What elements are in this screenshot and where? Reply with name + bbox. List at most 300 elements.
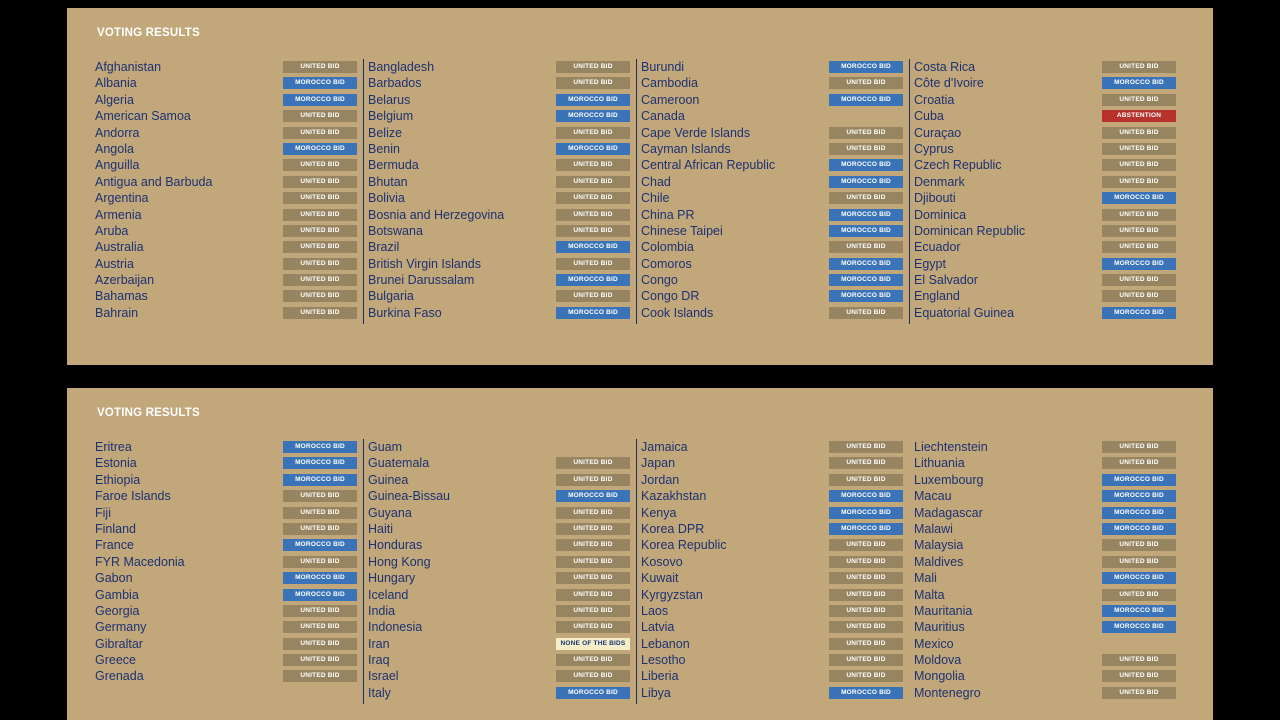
vote-row: [641, 521, 903, 537]
country-name: Iran: [368, 636, 390, 651]
vote-row: [368, 587, 630, 603]
vote-row: [641, 239, 903, 255]
vote-row: [914, 554, 1176, 570]
vote-badge: UNITED BID: [1102, 556, 1176, 568]
vote-row: [914, 472, 1176, 488]
country-name: Mauritius: [914, 620, 965, 635]
country-name: Montenegro: [914, 685, 981, 700]
country-name: Madagascar: [914, 505, 983, 520]
vote-row: [95, 223, 357, 239]
country-name: Kenya: [641, 505, 677, 520]
vote-row: [914, 587, 1176, 603]
vote-row: [914, 223, 1176, 239]
vote-row: [641, 652, 903, 668]
country-name: Bulgaria: [368, 289, 414, 304]
vote-badge: ABSTENTION: [1102, 110, 1176, 122]
country-name: Macau: [914, 489, 952, 504]
vote-row: [641, 488, 903, 504]
country-name: Cyprus: [914, 141, 954, 156]
country-name: Costa Rica: [914, 60, 976, 74]
vote-badge: UNITED BID: [556, 127, 630, 139]
vote-row: [368, 554, 630, 570]
vote-badge: UNITED BID: [829, 474, 903, 486]
vote-badge: MOROCCO BID: [556, 687, 630, 699]
country-name: Cambodia: [641, 76, 698, 91]
vote-badge: MOROCCO BID: [283, 539, 357, 551]
vote-row: [914, 603, 1176, 619]
vote-badge: UNITED BID: [556, 572, 630, 584]
vote-badge: MOROCCO BID: [829, 274, 903, 286]
country-name: Mongolia: [914, 669, 965, 684]
vote-badge: UNITED BID: [1102, 127, 1176, 139]
country-name: Belgium: [368, 109, 414, 124]
vote-row: [95, 288, 357, 304]
vote-badge: MOROCCO BID: [829, 176, 903, 188]
vote-badge: MOROCCO BID: [283, 589, 357, 601]
vote-badge: MOROCCO BID: [283, 457, 357, 469]
vote-row: [914, 239, 1176, 255]
country-name: Curaçao: [914, 125, 962, 140]
vote-row: [95, 488, 357, 504]
vote-badge: MOROCCO BID: [829, 209, 903, 221]
vote-row: [368, 108, 630, 124]
country-name: Kosovo: [641, 554, 683, 569]
country-name: Anguilla: [95, 158, 140, 173]
vote-row: [368, 272, 630, 288]
country-column: [641, 59, 903, 321]
country-name: Lesotho: [641, 653, 686, 668]
vote-badge: UNITED BID: [556, 209, 630, 221]
country-name: Gambia: [95, 587, 139, 602]
vote-badge: MOROCCO BID: [556, 143, 630, 155]
country-name: Lithuania: [914, 456, 965, 471]
vote-badge: MOROCCO BID: [829, 258, 903, 270]
vote-badge: MOROCCO BID: [1102, 605, 1176, 617]
vote-badge: MOROCCO BID: [283, 441, 357, 453]
vote-row: [368, 223, 630, 239]
vote-badge: MOROCCO BID: [1102, 307, 1176, 319]
vote-row: [368, 59, 630, 75]
country-name: Lebanon: [641, 636, 690, 651]
vote-row: [368, 570, 630, 586]
vote-row: [95, 439, 357, 455]
country-name: Cape Verde Islands: [641, 125, 751, 140]
vote-badge: UNITED BID: [283, 110, 357, 122]
vote-badge: UNITED BID: [283, 638, 357, 650]
vote-row: [641, 272, 903, 288]
vote-badge: MOROCCO BID: [283, 94, 357, 106]
country-name: Central African Republic: [641, 158, 776, 173]
panel-title: VOTING RESULTS: [97, 27, 200, 39]
vote-badge: MOROCCO BID: [829, 225, 903, 237]
vote-row: [914, 455, 1176, 471]
country-name: Belarus: [368, 92, 411, 107]
country-name: Estonia: [95, 456, 137, 471]
vote-row: [95, 75, 357, 91]
country-name: Bosnia and Herzegovina: [368, 207, 505, 222]
country-name: Kazakhstan: [641, 489, 707, 504]
vote-badge: UNITED BID: [283, 258, 357, 270]
vote-row: [95, 108, 357, 124]
country-name: Libya: [641, 685, 671, 700]
country-name: Côte d'Ivoire: [914, 76, 984, 91]
vote-row: [641, 75, 903, 91]
country-name: Greece: [95, 653, 136, 668]
vote-badge: UNITED BID: [556, 457, 630, 469]
vote-badge: NONE OF THE BIDS: [556, 638, 630, 650]
vote-badge: MOROCCO BID: [829, 490, 903, 502]
country-column: [914, 439, 1176, 701]
vote-row: [95, 537, 357, 553]
vote-badge: UNITED BID: [1102, 159, 1176, 171]
vote-badge: UNITED BID: [829, 589, 903, 601]
vote-row: [641, 125, 903, 141]
vote-badge: MOROCCO BID: [283, 77, 357, 89]
vote-badge: UNITED BID: [556, 192, 630, 204]
vote-row: [368, 92, 630, 108]
country-name: Antigua and Barbuda: [95, 174, 213, 189]
vote-badge: UNITED BID: [556, 589, 630, 601]
vote-badge: UNITED BID: [556, 61, 630, 73]
country-name: Dominica: [914, 207, 967, 222]
vote-row: [95, 603, 357, 619]
vote-row: [914, 141, 1176, 157]
country-name: Croatia: [914, 92, 955, 107]
vote-row: [641, 537, 903, 553]
country-name: Germany: [95, 620, 147, 635]
vote-row: [641, 157, 903, 173]
country-column: [368, 439, 630, 701]
vote-row: [95, 652, 357, 668]
country-name: Kuwait: [641, 571, 679, 586]
country-column: [641, 439, 903, 701]
country-name: Brunei Darussalam: [368, 273, 475, 288]
vote-badge: UNITED BID: [283, 209, 357, 221]
vote-row: [641, 92, 903, 108]
vote-badge: UNITED BID: [283, 605, 357, 617]
vote-badge: MOROCCO BID: [1102, 507, 1176, 519]
country-name: Gibraltar: [95, 636, 143, 651]
vote-row: [368, 668, 630, 684]
country-name: Comoros: [641, 256, 692, 271]
country-name: Barbados: [368, 76, 422, 91]
vote-badge: MOROCCO BID: [556, 241, 630, 253]
vote-row: [368, 619, 630, 635]
vote-row: [641, 207, 903, 223]
vote-badge: UNITED BID: [556, 605, 630, 617]
vote-row: [368, 239, 630, 255]
vote-row: [641, 685, 903, 701]
country-name: Bahrain: [95, 305, 139, 320]
country-name: Guinea-Bissau: [368, 489, 450, 504]
vote-badge: MOROCCO BID: [1102, 192, 1176, 204]
vote-badge: MOROCCO BID: [1102, 621, 1176, 633]
country-name: Bermuda: [368, 158, 419, 173]
vote-row: [95, 174, 357, 190]
country-name: Gabon: [95, 571, 133, 586]
vote-row: [95, 256, 357, 272]
vote-row: [368, 537, 630, 553]
country-name: Burkina Faso: [368, 305, 442, 320]
vote-row: [914, 537, 1176, 553]
vote-row: [641, 619, 903, 635]
vote-row: [641, 439, 903, 455]
vote-row: [914, 505, 1176, 521]
vote-row: [368, 190, 630, 206]
country-name: FYR Macedonia: [95, 554, 185, 569]
vote-row: [95, 587, 357, 603]
vote-badge: UNITED BID: [1102, 143, 1176, 155]
vote-row: [368, 488, 630, 504]
vote-badge: UNITED BID: [829, 621, 903, 633]
vote-badge: UNITED BID: [829, 605, 903, 617]
country-name: Austria: [95, 256, 134, 271]
vote-badge: UNITED BID: [829, 143, 903, 155]
vote-badge: MOROCCO BID: [283, 572, 357, 584]
country-name: Argentina: [95, 191, 149, 206]
vote-row: [914, 190, 1176, 206]
country-name: England: [914, 289, 960, 304]
country-name: Israel: [368, 669, 399, 684]
vote-badge: UNITED BID: [283, 523, 357, 535]
country-name: Jamaica: [641, 440, 688, 454]
country-name: Bangladesh: [368, 60, 435, 74]
vote-badge: MOROCCO BID: [556, 110, 630, 122]
country-name: Maldives: [914, 554, 964, 569]
vote-badge: UNITED BID: [1102, 539, 1176, 551]
vote-row: [914, 272, 1176, 288]
country-name: Indonesia: [368, 620, 423, 635]
country-column: [914, 59, 1176, 321]
country-name: Laos: [641, 603, 669, 618]
vote-badge: MOROCCO BID: [1102, 523, 1176, 535]
vote-row: [914, 636, 1176, 652]
vote-row: [95, 619, 357, 635]
vote-row: [914, 75, 1176, 91]
vote-row: [368, 521, 630, 537]
country-name: Djibouti: [914, 191, 956, 206]
vote-badge: UNITED BID: [283, 290, 357, 302]
country-name: Guam: [368, 440, 403, 454]
country-name: Jordan: [641, 472, 680, 487]
country-name: Botswana: [368, 223, 423, 238]
vote-row: [641, 174, 903, 190]
vote-row: [368, 603, 630, 619]
country-name: Eritrea: [95, 440, 132, 454]
country-name: Korea Republic: [641, 538, 727, 553]
country-name: Guinea: [368, 472, 409, 487]
country-name: Latvia: [641, 620, 675, 635]
vote-badge: UNITED BID: [283, 556, 357, 568]
country-name: Cuba: [914, 109, 944, 124]
vote-badge: UNITED BID: [556, 654, 630, 666]
vote-badge: MOROCCO BID: [829, 159, 903, 171]
vote-badge: UNITED BID: [829, 556, 903, 568]
vote-row: [914, 92, 1176, 108]
vote-row: [368, 439, 630, 455]
country-name: Liberia: [641, 669, 679, 684]
country-name: Canada: [641, 109, 685, 124]
country-name: Andorra: [95, 125, 140, 140]
vote-badge: [1102, 638, 1176, 650]
vote-badge: UNITED BID: [556, 77, 630, 89]
vote-badge: UNITED BID: [283, 225, 357, 237]
country-column: [95, 439, 357, 685]
vote-row: [641, 108, 903, 124]
vote-row: [641, 190, 903, 206]
country-name: Kyrgyzstan: [641, 587, 703, 602]
country-name: Azerbaijan: [95, 273, 155, 288]
vote-badge: UNITED BID: [283, 490, 357, 502]
vote-badge: UNITED BID: [829, 457, 903, 469]
country-name: Chinese Taipei: [641, 223, 723, 238]
country-name: Algeria: [95, 92, 134, 107]
country-name: China PR: [641, 207, 695, 222]
vote-row: [368, 141, 630, 157]
vote-row: [368, 288, 630, 304]
vote-badge: UNITED BID: [556, 523, 630, 535]
vote-badge: UNITED BID: [1102, 670, 1176, 682]
country-name: Armenia: [95, 207, 142, 222]
country-name: Burundi: [641, 60, 685, 74]
country-name: Cook Islands: [641, 305, 714, 320]
vote-badge: MOROCCO BID: [1102, 572, 1176, 584]
vote-badge: MOROCCO BID: [1102, 77, 1176, 89]
vote-row: [641, 256, 903, 272]
country-name: Iraq: [368, 653, 390, 668]
country-name: Chile: [641, 191, 670, 206]
vote-row: [641, 587, 903, 603]
vote-badge: MOROCCO BID: [556, 94, 630, 106]
vote-badge: UNITED BID: [829, 572, 903, 584]
vote-row: [368, 157, 630, 173]
vote-row: [914, 521, 1176, 537]
vote-badge: MOROCCO BID: [829, 687, 903, 699]
vote-badge: UNITED BID: [1102, 274, 1176, 286]
vote-badge: MOROCCO BID: [283, 143, 357, 155]
country-column: [95, 59, 357, 321]
vote-row: [641, 570, 903, 586]
vote-row: [368, 125, 630, 141]
country-name: Finland: [95, 521, 136, 536]
vote-badge: UNITED BID: [283, 241, 357, 253]
vote-badge: UNITED BID: [1102, 457, 1176, 469]
vote-badge: UNITED BID: [556, 670, 630, 682]
country-name: Brazil: [368, 240, 400, 255]
country-name: Egypt: [914, 256, 946, 271]
country-name: Mexico: [914, 636, 954, 651]
vote-row: [368, 174, 630, 190]
vote-badge: UNITED BID: [829, 654, 903, 666]
vote-row: [914, 157, 1176, 173]
vote-badge: MOROCCO BID: [829, 507, 903, 519]
vote-badge: UNITED BID: [829, 638, 903, 650]
vote-badge: MOROCCO BID: [829, 523, 903, 535]
vote-row: [914, 305, 1176, 321]
vote-badge: UNITED BID: [283, 670, 357, 682]
vote-row: [641, 636, 903, 652]
vote-row: [914, 619, 1176, 635]
country-name: Fiji: [95, 505, 111, 520]
vote-row: [914, 570, 1176, 586]
vote-row: [368, 305, 630, 321]
vote-row: [914, 488, 1176, 504]
vote-row: [914, 256, 1176, 272]
vote-row: [368, 505, 630, 521]
vote-badge: UNITED BID: [556, 258, 630, 270]
country-name: Guyana: [368, 505, 412, 520]
vote-badge: UNITED BID: [556, 225, 630, 237]
vote-row: [914, 174, 1176, 190]
country-name: Belize: [368, 125, 403, 140]
country-column: [368, 59, 630, 321]
vote-badge: UNITED BID: [556, 159, 630, 171]
country-name: India: [368, 603, 396, 618]
vote-badge: MOROCCO BID: [556, 307, 630, 319]
vote-badge: UNITED BID: [283, 127, 357, 139]
vote-row: [368, 455, 630, 471]
vote-row: [95, 668, 357, 684]
vote-badge: UNITED BID: [556, 539, 630, 551]
vote-badge: UNITED BID: [283, 192, 357, 204]
country-name: Czech Republic: [914, 158, 1002, 173]
vote-badge: UNITED BID: [829, 670, 903, 682]
vote-row: [914, 59, 1176, 75]
vote-row: [641, 305, 903, 321]
vote-badge: UNITED BID: [1102, 687, 1176, 699]
vote-badge: UNITED BID: [829, 77, 903, 89]
country-name: Korea DPR: [641, 521, 705, 536]
vote-badge: MOROCCO BID: [556, 274, 630, 286]
country-name: Dominican Republic: [914, 223, 1026, 238]
vote-badge: UNITED BID: [1102, 654, 1176, 666]
vote-badge: UNITED BID: [1102, 441, 1176, 453]
vote-row: [95, 636, 357, 652]
vote-row: [641, 288, 903, 304]
vote-badge: UNITED BID: [829, 539, 903, 551]
vote-badge: MOROCCO BID: [556, 490, 630, 502]
vote-row: [95, 190, 357, 206]
vote-badge: UNITED BID: [829, 441, 903, 453]
country-name: Faroe Islands: [95, 489, 171, 504]
country-name: Congo: [641, 273, 678, 288]
vote-row: [95, 455, 357, 471]
vote-row: [641, 668, 903, 684]
country-name: Malaysia: [914, 538, 964, 553]
country-name: Denmark: [914, 174, 965, 189]
country-name: Iceland: [368, 587, 409, 602]
vote-row: [95, 59, 357, 75]
vote-badge: UNITED BID: [829, 127, 903, 139]
vote-row: [368, 472, 630, 488]
country-name: Hong Kong: [368, 554, 431, 569]
vote-badge: UNITED BID: [283, 621, 357, 633]
country-name: Albania: [95, 76, 137, 91]
country-name: Moldova: [914, 653, 962, 668]
vote-row: [368, 75, 630, 91]
vote-badge: [556, 441, 630, 453]
vote-row: [641, 505, 903, 521]
country-name: Japan: [641, 456, 676, 471]
vote-badge: MOROCCO BID: [1102, 258, 1176, 270]
vote-badge: UNITED BID: [1102, 209, 1176, 221]
vote-row: [641, 554, 903, 570]
vote-row: [95, 207, 357, 223]
country-name: Bolivia: [368, 191, 405, 206]
country-name: Chad: [641, 174, 671, 189]
country-name: Italy: [368, 685, 391, 700]
vote-row: [95, 472, 357, 488]
